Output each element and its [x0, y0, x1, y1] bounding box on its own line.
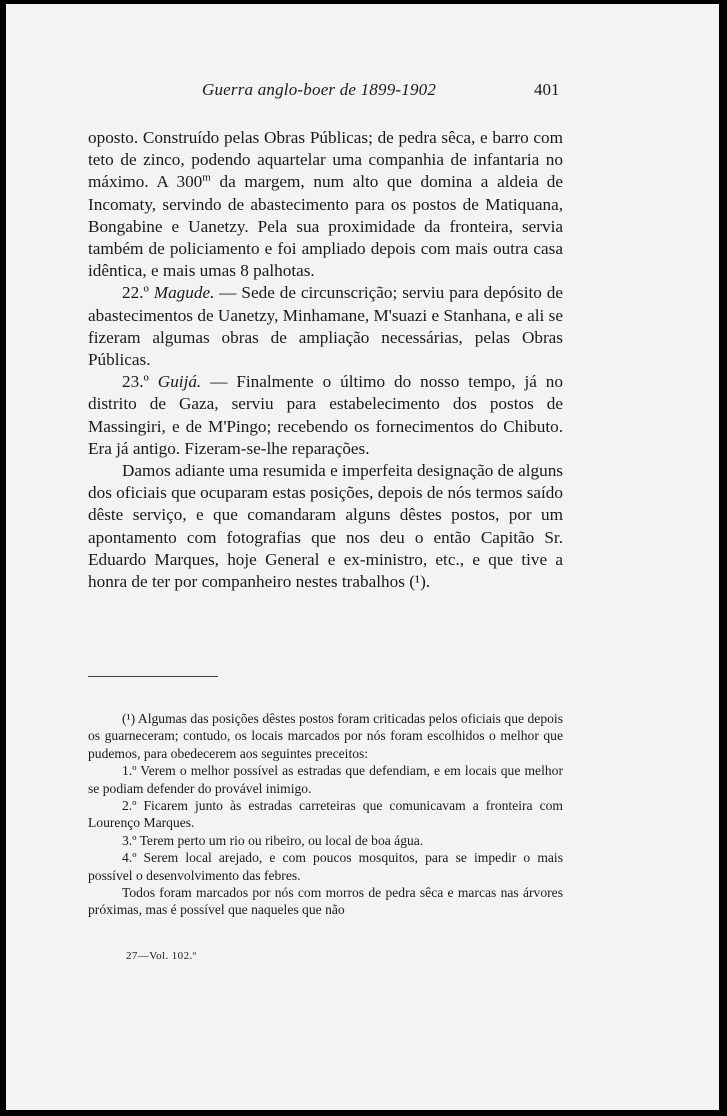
paragraph-2-place: Magude.	[153, 283, 215, 303]
printer-signature: 27—Vol. 102.º	[126, 950, 197, 962]
paragraph-1-text-a: oposto. Construído pelas Obras Públicas; de pedra sêca, e barro com teto de zinco, podendo aquartelar uma companhia de infantaria no máximo. A 300	[88, 128, 563, 192]
paragraph-1	[88, 127, 563, 282]
paragraph-4	[88, 460, 563, 593]
paragraph-2-number: 22.º	[122, 283, 149, 303]
paragraph-3	[88, 371, 563, 460]
footnote-item-1: 1.º Verem o melhor possível as estradas que defendiam, e em locais que melhor se podiam defender do provável inimigo.	[88, 763, 563, 796]
footnote-marker: (¹)	[122, 711, 136, 726]
footnote-item-4: 4.º Serem local arejado, e com poucos mosquitos, para se impedir o mais possível o desenvolvimento das febres.	[88, 850, 563, 883]
page-number: 401	[534, 80, 560, 99]
paragraph-3-text: — Finalmente o último do nosso tempo, já no distrito de Gaza, serviu para estabelecimento dos postos de Massingiri, e de M'Pingo; recebendo os fornecimentos do Chibuto. Era já antigo. Fizeram-se-lhe reparações.	[88, 372, 563, 458]
paragraph-3-number: 23.º	[122, 372, 149, 392]
paragraph-1-text-b: da margem, num alto que domina a aldeia de Incomaty, servindo de abastecimento para os postos de Matiquana, Bongabine e Uanetzy. Pela sua proximidade da fronteira, servia também de policiamento e foi ampliado depois com mais outra casa idêntica, e mais umas 8 palhotas.	[88, 172, 564, 281]
footnote-reference: (¹).	[409, 572, 431, 592]
paragraph-3-place: Guijá.	[157, 372, 202, 392]
footnote-item-3: 3.º Terem perto um rio ou ribeiro, ou local de boa água.	[122, 832, 424, 848]
paragraph-2-text: — Sede de circunscrição; serviu para depósito de abastecimentos de Uanetzy, Minhamane, M'suazi e Stanhana, e ali se fizeram algumas obras de ampliação necessárias, pelas Obras Públicas.	[88, 283, 563, 370]
paragraph-4-text: Damos adiante uma resumida e imperfeita designação de alguns dos oficiais que ocuparam estas posições, depois de nós termos saído dêste serviço, e que comandaram alguns dêstes postos, por um apontamento com fotografias que nos deu o então Capitão Sr. Eduardo Marques, hoje General e ex-ministro, etc., e que tive a honra de ter por companheiro nestes trabalhos	[88, 461, 563, 592]
paragraph-2	[88, 282, 563, 371]
footnote-closing: Todos foram marcados por nós com morros de pedra sêca e marcas nas árvores próximas, mas é possível que naqueles que não	[88, 885, 563, 918]
footnote-divider	[88, 676, 218, 677]
superscript-m: m	[202, 171, 211, 184]
running-title: Guerra anglo-boer de 1899-1902	[202, 80, 437, 99]
footnote-intro-text: Algumas das posições dêstes postos foram criticadas pelos oficiais que depois os guarneceram; contudo, os locais marcados por nós foram escolhidos o melhor que pudemos, para obedecerem aos seguintes preceitos:	[88, 711, 563, 761]
main-text	[88, 127, 563, 593]
footnote-item-2: 2.º Ficarem junto às estradas carreteiras que comunicavam a fronteira com Lourenço Marques.	[88, 798, 563, 831]
book-page	[6, 4, 719, 1110]
footnote-intro	[88, 710, 563, 762]
running-header	[6, 80, 719, 104]
footnote-block	[88, 710, 563, 919]
